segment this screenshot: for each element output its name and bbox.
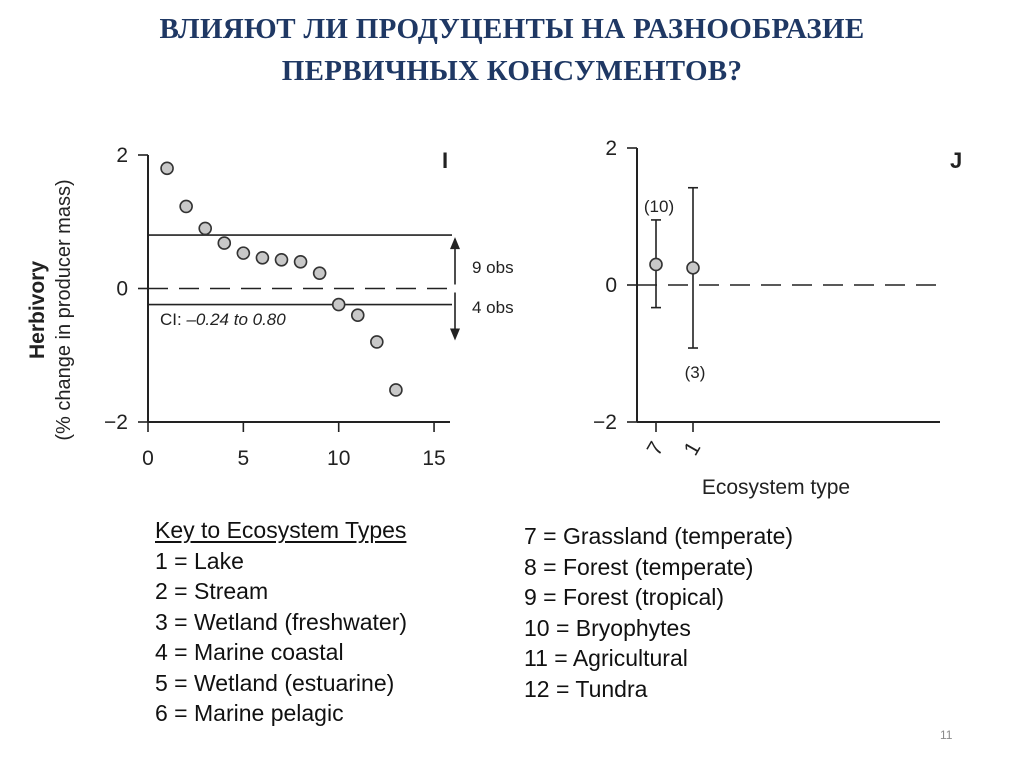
x-tick-label: 1 (679, 437, 706, 460)
x-tick-label: 0 (142, 447, 154, 470)
data-point (199, 222, 211, 234)
data-point (256, 252, 268, 264)
slide-number: 11 (940, 728, 953, 742)
axes (104, 144, 450, 470)
y-tick-label: 0 (116, 277, 128, 301)
x-tick-label: 7 (642, 437, 669, 460)
panel-label-j: J (950, 148, 963, 173)
x-axis-title: Ecosystem type (701, 476, 851, 499)
y-tick-label: −2 (593, 411, 617, 434)
slide-title-line-1: ВЛИЯЮТ ЛИ ПРОДУЦЕНТЫ НА РАЗНООБРАЗИЕ (159, 13, 865, 45)
data-points (161, 162, 402, 396)
ci-label-prefix: CI: (160, 310, 187, 329)
key-item: 4 = Marine coastal (155, 639, 344, 665)
panel-label-i: I (442, 148, 449, 173)
key-item: 5 = Wetland (estuarine) (155, 669, 395, 696)
data-point (295, 256, 307, 268)
key-item: 3 = Wetland (freshwater) (155, 608, 408, 635)
data-point (218, 237, 230, 249)
key-item: 9 = Forest (tropical) (524, 584, 725, 610)
slide-title-line-2: ПЕРВИЧНЫХ КОНСУМЕНТОВ? (281, 55, 743, 87)
key-item: 10 = Bryophytes (524, 614, 691, 641)
data-point (237, 247, 249, 259)
y-tick-label: −2 (104, 411, 128, 434)
key-item: 2 = Stream (155, 578, 269, 604)
data-point (180, 200, 192, 212)
y-tick-label: 0 (605, 274, 617, 297)
ci-label-range: –0.24 to 0.80 (186, 310, 286, 329)
data-point (275, 254, 287, 266)
arrow-down-head (450, 329, 460, 341)
key-item: 12 = Tundra (524, 675, 648, 702)
key-heading: Key to Ecosystem Types (155, 517, 407, 543)
data-point (333, 299, 345, 311)
count-label: (3) (684, 363, 706, 383)
ecosystem-key-right (524, 521, 793, 704)
ecosystem-key-left (155, 515, 407, 729)
x-tick-label: 5 (237, 447, 250, 470)
obs-above-label: 9 obs (472, 258, 514, 277)
y-axis-title: Herbivory (26, 260, 49, 360)
panel-j (593, 137, 962, 499)
data-point (352, 309, 364, 321)
count-label: (10) (643, 196, 675, 216)
panel-i (26, 144, 514, 470)
ci-label (160, 310, 286, 329)
data-point (650, 258, 662, 270)
y-axis-subtitle: (% change in producer mass) (53, 179, 75, 441)
key-item: 8 = Forest (temperate) (524, 553, 754, 580)
key-item: 6 = Marine pelagic (155, 700, 344, 726)
key-item: 1 = Lake (155, 547, 244, 574)
data-point (314, 267, 326, 279)
x-tick-label: 15 (422, 447, 446, 470)
data-point (687, 262, 699, 274)
key-item: 11 = Agricultural (524, 645, 688, 671)
obs-below-label: 4 obs (472, 298, 514, 317)
key-item: 7 = Grassland (temperate) (524, 523, 794, 549)
arrow-up-head (450, 237, 460, 249)
data-point (161, 162, 173, 174)
x-tick-label: 10 (327, 447, 351, 470)
axes (593, 137, 940, 460)
data-point (371, 336, 383, 348)
y-tick-label: 2 (605, 137, 617, 160)
y-tick-label: 2 (116, 144, 128, 167)
data-point (390, 384, 402, 396)
